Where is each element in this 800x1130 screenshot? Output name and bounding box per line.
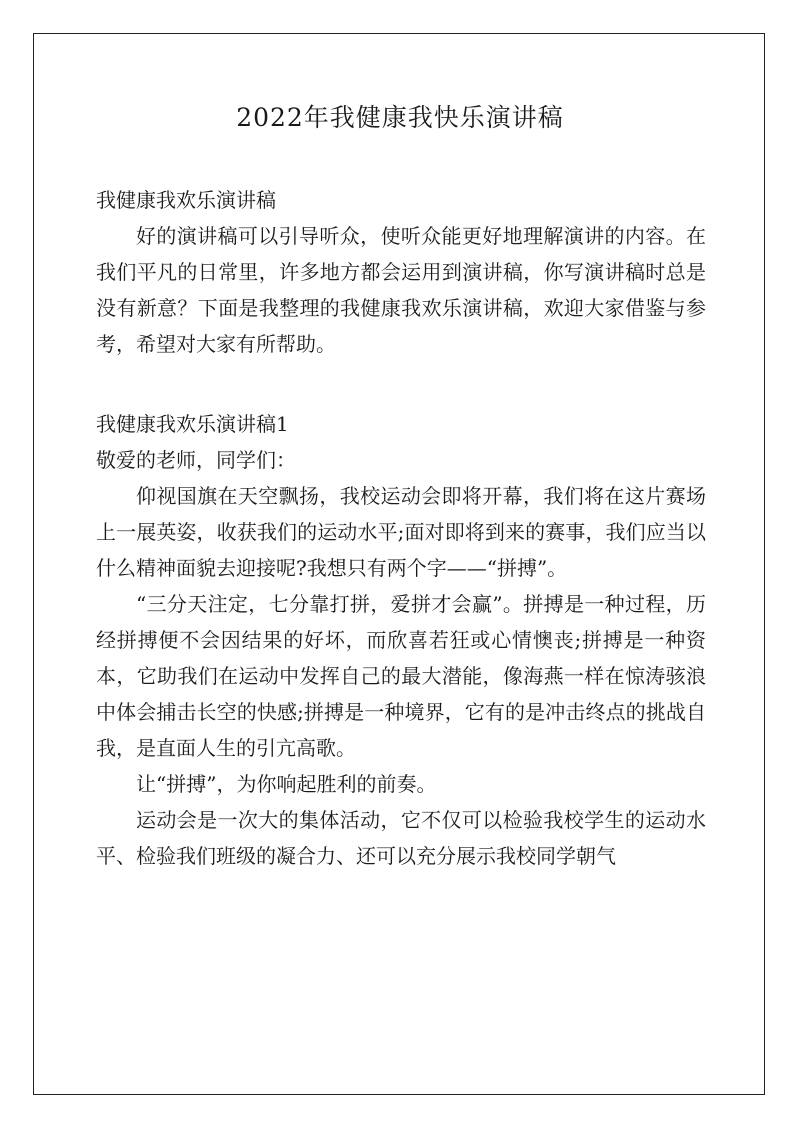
body-paragraph-4: 运动会是一次大的集体活动，它不仅可以检验我校学生的运动水平、检验我们班级的凝合力、还可以充分展示我校同学朝气 [96,808,706,868]
intro-paragraph: 好的演讲稿可以引导听众，使听众能更好地理解演讲的内容。在我们平凡的日常里，许多地方都会运用到演讲稿，你写演讲稿时总是没有新意？下面是我整理的我健康我欢乐演讲稿，欢迎大家借鉴与参考，希望对大家有所帮助。 [96,224,706,356]
body-paragraph-2: “三分天注定，七分靠打拼，爱拼才会赢”。拼搏是一种过程，历经拼搏便不会因结果的好坏，而欣喜若狂或心情懊丧;拼搏是一种资本，它助我们在运动中发挥自己的最大潜能，像海燕一样在惊涛骇浪中体会捕击长空的快感;拼搏是一种境界，它有的是冲击终点的挑战自我，是直面人生的引亢高歌。 [96,592,706,760]
document-title: 2022年我健康我快乐演讲稿 [236,103,564,132]
section-title: 我健康我欢乐演讲稿1 [96,412,289,436]
document-body [96,182,706,874]
section-spacer [96,362,706,406]
body-paragraph-3: 让“拼搏”，为你响起胜利的前奏。 [136,772,437,796]
document-heading: 我健康我欢乐演讲稿 [96,188,276,212]
body-paragraph-1: 仰视国旗在天空飘扬，我校运动会即将开幕，我们将在这片赛场上一展英姿，收获我们的运动水平;面对即将到来的赛事，我们应当以什么精神面貌去迎接呢?我想只有两个字——“拼搏”。 [96,484,706,580]
salutation: 敬爱的老师，同学们： [96,448,296,472]
